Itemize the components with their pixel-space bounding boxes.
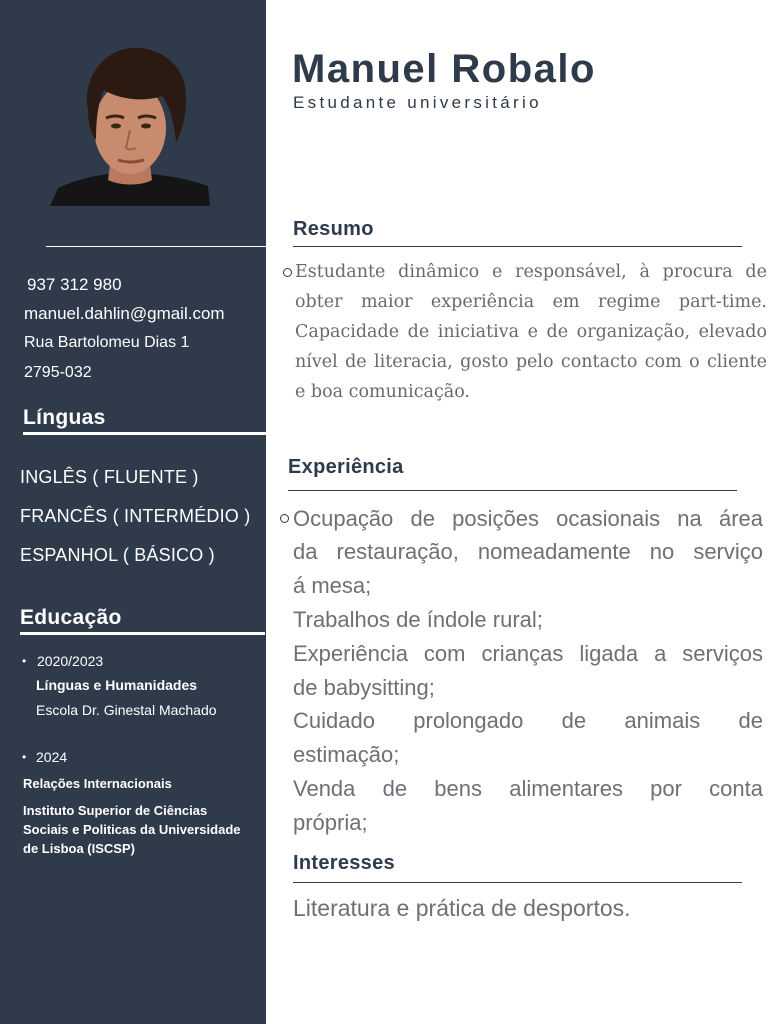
experience-line: estimação; — [293, 742, 400, 767]
contact-address: Rua Bartolomeu Dias 1 — [24, 334, 190, 351]
page-title: Manuel Robalo — [292, 47, 596, 91]
experience-heading: Experiência — [288, 456, 404, 478]
interests-rule — [293, 882, 742, 883]
languages-heading: Línguas — [23, 406, 106, 429]
bullet-dot: • — [22, 654, 27, 668]
education-course: Relações Internacionais — [23, 776, 172, 791]
experience-line: Venda de bens alimentares por conta — [293, 776, 763, 801]
language-item: INGLÊS ( FLUENTE ) — [20, 467, 199, 487]
experience-line: Ocupação de posições ocasionais na área — [293, 506, 763, 531]
experience-rule — [288, 490, 737, 491]
experience-line: da restauração, nomeadamente no serviço — [293, 539, 763, 564]
education-heading-rule — [20, 632, 265, 635]
education-course: Línguas e Humanidades — [36, 677, 198, 693]
experience-line: de babysitting; — [293, 675, 435, 700]
education-school: Escola Dr. Ginestal Machado — [36, 702, 217, 718]
interests-heading: Interesses — [293, 852, 395, 874]
contact-phone: 937 312 980 — [27, 275, 122, 294]
contact-postal-code: 2795-032 — [24, 364, 92, 381]
page-subtitle: Estudante universitário — [293, 93, 542, 112]
education-years: 2020/2023 — [37, 653, 104, 669]
experience-line: própria; — [293, 810, 368, 835]
summary-rule — [293, 246, 742, 247]
education-school-line: Instituto Superior de Ciências — [23, 803, 208, 818]
interests-text: Literatura e prática de desportos. — [293, 895, 631, 921]
circle-bullet-icon — [283, 268, 292, 277]
contact-email: manuel.dahlin@gmail.com — [24, 304, 225, 323]
education-school — [23, 801, 263, 858]
language-item: FRANCÊS ( INTERMÉDIO ) — [20, 506, 251, 526]
summary-heading: Resumo — [293, 218, 374, 240]
education-school-line: Sociais e Politicas da Universidade — [23, 822, 241, 837]
circle-bullet-icon — [280, 514, 289, 523]
bullet-dot: • — [22, 750, 27, 764]
sidebar-divider — [46, 246, 266, 247]
profile-photo — [50, 40, 210, 206]
education-heading: Educação — [20, 606, 122, 629]
education-years: 2024 — [36, 749, 68, 765]
languages-heading-rule — [23, 432, 266, 435]
experience-line: Trabalhos de índole rural; — [293, 607, 543, 632]
experience-line: Cuidado prolongado de animais de — [293, 708, 763, 733]
education-school-line: de Lisboa (ISCSP) — [23, 841, 135, 856]
experience-line: á mesa; — [293, 573, 372, 598]
sidebar — [0, 0, 266, 1024]
language-item: ESPANHOL ( BÁSICO ) — [20, 545, 215, 565]
experience-line: Experiência com crianças ligada a serviços — [293, 641, 763, 666]
summary-text: Estudante dinâmico e responsável, à procura de obter maior experiência em regime part-time. Capacidade de iniciativa e de organização, elevado nível de literacia, gosto pelo contacto com o cliente e boa comunicação. — [295, 262, 767, 402]
